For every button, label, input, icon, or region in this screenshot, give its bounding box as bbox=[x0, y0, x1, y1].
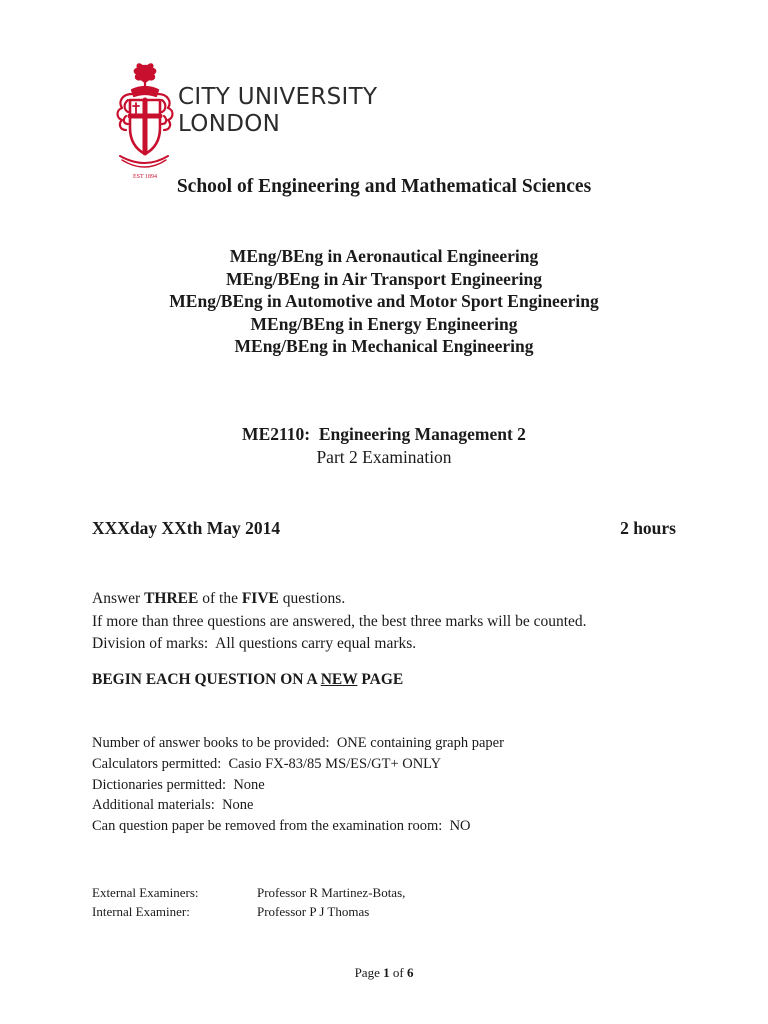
module-name: Engineering Management 2 bbox=[318, 424, 526, 444]
materials-list bbox=[92, 733, 504, 837]
examiner-name: Professor R Martinez-Botas, bbox=[257, 885, 406, 900]
exam-part: Part 2 Examination bbox=[316, 447, 452, 467]
page-total: 6 bbox=[406, 965, 414, 980]
degree-item: MEng/BEng in Automotive and Motor Sport Engineering bbox=[169, 291, 599, 312]
begin-emphasis: NEW bbox=[320, 671, 358, 688]
materials-item: Number of answer books to be provided: ONE containing graph paper bbox=[92, 735, 504, 751]
page-word: Page bbox=[354, 965, 384, 980]
instructions bbox=[92, 588, 587, 656]
answer-total: FIVE bbox=[241, 590, 279, 607]
city-university-crest-icon bbox=[112, 58, 176, 182]
materials-item: Dictionaries permitted: None bbox=[92, 776, 265, 793]
answer-middle: of the bbox=[198, 590, 242, 607]
begin-suffix: PAGE bbox=[357, 671, 404, 688]
examiner-name: Professor P J Thomas bbox=[257, 904, 370, 919]
examiner-role: Internal Examiner: bbox=[92, 904, 190, 919]
degree-item: MEng/BEng in Mechanical Engineering bbox=[234, 336, 534, 357]
degree-item: MEng/BEng in Aeronautical Engineering bbox=[229, 246, 539, 266]
answer-instruction bbox=[92, 588, 587, 611]
begin-each-question bbox=[92, 671, 403, 689]
exam-date: XXXday XXth May 2014 bbox=[92, 518, 281, 538]
school-title: School of Engineering and Mathematical Sciences bbox=[176, 176, 592, 197]
module-code: ME2110: bbox=[242, 424, 311, 444]
answer-count: THREE bbox=[144, 590, 199, 607]
examiner-row bbox=[92, 902, 405, 921]
university-wordmark bbox=[178, 84, 377, 138]
materials-item: Additional materials: None bbox=[92, 797, 254, 814]
division-of-marks: Division of marks: All questions carry equal marks. bbox=[92, 635, 417, 652]
page-current: 1 bbox=[383, 965, 390, 980]
begin-prefix: BEGIN EACH QUESTION ON A bbox=[92, 671, 321, 688]
of-word: of bbox=[389, 965, 407, 980]
materials-item: Can question paper be removed from the examination room: NO bbox=[92, 818, 471, 835]
module-title bbox=[0, 424, 768, 445]
examiner-row bbox=[92, 883, 405, 902]
page-number bbox=[0, 965, 768, 981]
degree-item: MEng/BEng in Energy Engineering bbox=[250, 313, 518, 334]
est-label: EST 1894 bbox=[132, 174, 158, 180]
wordmark-line-1: CITY UNIVERSITY bbox=[178, 84, 378, 110]
examiners bbox=[92, 883, 405, 921]
exam-duration: 2 hours bbox=[620, 518, 676, 538]
answer-prefix: Answer bbox=[92, 590, 145, 607]
marking-instruction: If more than three questions are answered, the best three marks will be counted. bbox=[92, 612, 587, 630]
wordmark-line-2: LONDON bbox=[178, 111, 281, 137]
examiner-role: External Examiners: bbox=[92, 885, 199, 900]
materials-item: Calculators permitted: Casio FX-83/85 MS/ES/GT+ ONLY bbox=[92, 755, 442, 772]
degree-item: MEng/BEng in Air Transport Engineering bbox=[225, 268, 543, 289]
degree-list bbox=[0, 245, 768, 358]
answer-suffix: questions. bbox=[278, 590, 346, 607]
